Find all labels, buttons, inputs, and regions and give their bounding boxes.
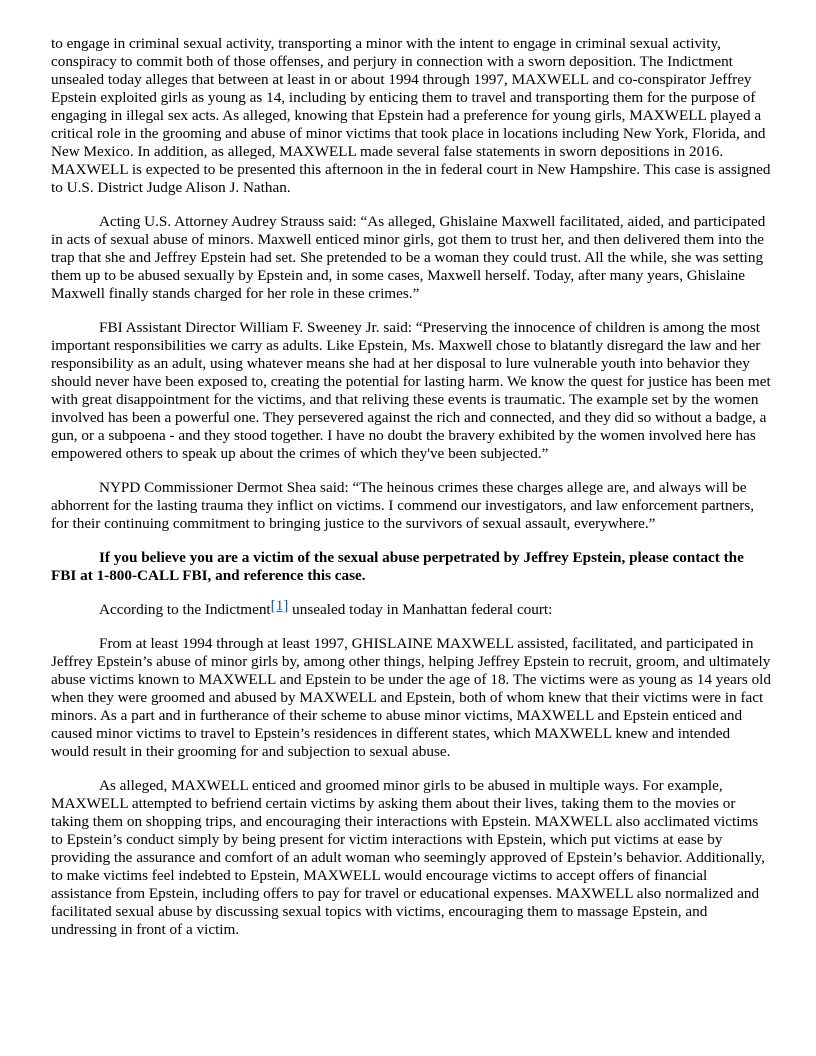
paragraph-sweeney-quote: FBI Assistant Director William F. Sweeney Jr. said: “Preserving the innocence of children is among the most important responsibilities we carry as adults. Like Epstein, Ms. Maxwell chose to blatantly disregard the law and her responsibility as an adult, using whatever means she had at her disposal to lure vulnerable youth into behavior they should never have been exposed to, creating the potential for lasting harm. We know the quest for justice has been met with great disappointment for the victims, and that reliving these events is traumatic. The example set by the women involved has been a powerful one. They persevered against the rich and connected, and they did so without a badge, a gun, or a subpoena - and they stood together. I have no doubt the bravery exhibited by the women involved here has empowered others to speak up about the crimes of which they've been subjected.”: [51, 319, 771, 462]
paragraph-indictment-summary: to engage in criminal sexual activity, transporting a minor with the intent to engage in criminal sexual activity, conspiracy to commit both of those offenses, and perjury in connection with a sworn deposition. The Indictment unsealed today alleges that between at least in or about 1994 through 1997, MAXWELL and co-conspirator Jeffrey Epstein exploited girls as young as 14, including by enticing them to travel and transporting them for the purpose of engaging in illegal sex acts. As alleged, knowing that Epstein had a preference for young girls, MAXWELL played a critical role in the grooming and abuse of minor victims that took place in locations including New York, Florida, and New Mexico. In addition, as alleged, MAXWELL made several false statements in sworn depositions in 2016. MAXWELL is expected to be presented this afternoon in the in federal court in New Hampshire. This case is assigned to U.S. District Judge Alison J. Nathan.: [51, 35, 771, 196]
paragraph-strauss-quote: Acting U.S. Attorney Audrey Strauss said: “As alleged, Ghislaine Maxwell facilitated, aided, and participated in acts of sexual abuse of minors. Maxwell enticed minor girls, got them to trust her, and then delivered them into the trap that she and Jeffrey Epstein had set. She pretended to be a woman they could trust. All the while, she was setting them up to be abused sexually by Epstein and, in some cases, Maxwell herself. Today, after many years, Ghislaine Maxwell finally stands charged for her role in these crimes.”: [51, 213, 766, 302]
document-page: [51, 35, 771, 955]
footnote-link[interactable]: [1]: [270, 597, 289, 614]
paragraph-victim-contact-notice: If you believe you are a victim of the sexual abuse perpetrated by Jeffrey Epstein, please contact the FBI at 1-800-CALL FBI, and reference this case.: [51, 549, 744, 584]
paragraph-according-to-indictment: [51, 597, 771, 619]
paragraph-maxwell-scheme: From at least 1994 through at least 1997, GHISLAINE MAXWELL assisted, facilitated, and participated in Jeffrey Epstein’s abuse of minor girls by, among other things, helping Jeffrey Epstein to recruit, groom, and ultimately abuse victims known to MAXWELL and Epstein to be under the age of 18. The victims were as young as 14 years old when they were groomed and abused by MAXWELL and Epstein, both of whom knew that their victims were in fact minors. As a part and in furtherance of their scheme to abuse minor victims, MAXWELL and Epstein enticed and caused minor victims to travel to Epstein’s residences in different states, which MAXWELL knew and intended would result in their grooming for and subjection to sexual abuse.: [51, 635, 771, 760]
indictment-intro-text: According to the Indictment: [99, 601, 271, 618]
paragraph-shea-quote: NYPD Commissioner Dermot Shea said: “The heinous crimes these charges allege are, and always will be abhorrent for the lasting trauma they inflict on victims. I commend our investigators, and law enforcement partners, for their continuing commitment to bringing justice to the survivors of sexual assault, everywhere.”: [51, 479, 755, 532]
paragraph-grooming-methods: As alleged, MAXWELL enticed and groomed minor girls to be abused in multiple ways. For example, MAXWELL attempted to befriend certain victims by asking them about their lives, taking them to the movies or taking them on shopping trips, and encouraging their interactions with Epstein. MAXWELL also acclimated victims to Epstein’s conduct simply by being present for victim interactions with Epstein, which put victims at ease by providing the assurance and comfort of an adult woman who seemingly approved of Epstein’s behavior. Additionally, to make victims feel indebted to Epstein, MAXWELL would encourage victims to accept offers of financial assistance from Epstein, including offers to pay for travel or educational expenses. MAXWELL also normalized and facilitated sexual abuse by discussing sexual topics with victims, encouraging them to massage Epstein, and undressing in front of a victim.: [51, 777, 765, 938]
indictment-intro-tail: unsealed today in Manhattan federal court:: [288, 601, 553, 618]
